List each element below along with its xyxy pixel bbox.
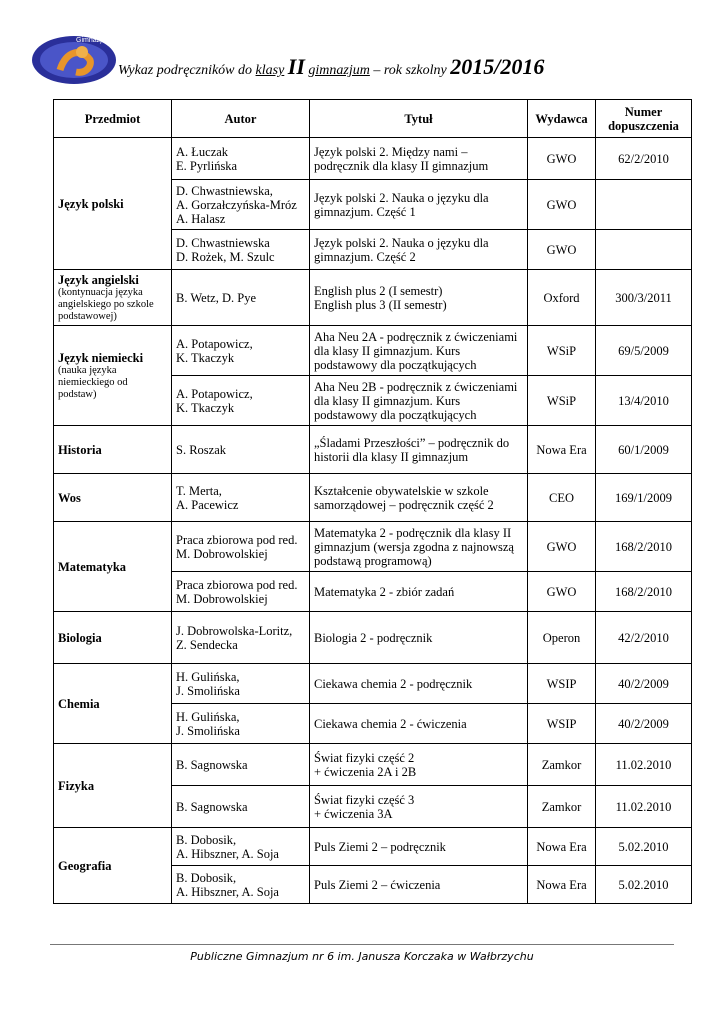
cell-title: Świat fizyki część 2 + ćwiczenia 2A i 2B [310,744,528,786]
cell-publisher: Operon [528,612,596,664]
cell-author: A. Potapowicz, K. Tkaczyk [172,376,310,426]
cell-publisher: WSIP [528,664,596,704]
school-logo [30,30,122,88]
cell-title: Biologia 2 - podręcznik [310,612,528,664]
cell-publisher: GWO [528,138,596,180]
cell-number: 5.02.2010 [596,828,692,866]
cell-publisher: WSIP [528,704,596,744]
cell-title: English plus 2 (I semestr) English plus 3 (II semestr) [310,270,528,326]
subject-name: Fizyka [58,778,95,793]
cell-subject [54,828,172,904]
header-title: Tytuł [310,100,528,138]
table-row [54,474,692,522]
cell-author: Praca zbiorowa pod red. M. Dobrowolskiej [172,522,310,572]
cell-publisher: GWO [528,572,596,612]
cell-subject [54,426,172,474]
cell-number: 13/4/2010 [596,376,692,426]
cell-number: 69/5/2009 [596,326,692,376]
cell-subject [54,522,172,612]
subject-name: Język angielski [58,272,139,287]
cell-subject [54,270,172,326]
cell-number: 40/2/2009 [596,704,692,744]
cell-title: Język polski 2. Nauka o języku dla gimnazjum. Część 2 [310,230,528,270]
cell-title: Aha Neu 2B - podręcznik z ćwiczeniami dla klasy II gimnazjum. Kurs podstawowy dla początkujących [310,376,528,426]
cell-publisher: GWO [528,230,596,270]
cell-number: 11.02.2010 [596,744,692,786]
header-number: Numer dopuszczenia [596,100,692,138]
cell-number: 5.02.2010 [596,866,692,904]
cell-author: J. Dobrowolska-Loritz, Z. Sendecka [172,612,310,664]
cell-title: Puls Ziemi 2 – podręcznik [310,828,528,866]
cell-author: S. Roszak [172,426,310,474]
header-publisher: Wydawca [528,100,596,138]
cell-publisher: Nowa Era [528,426,596,474]
cell-title: Ciekawa chemia 2 - podręcznik [310,664,528,704]
cell-author: B. Dobosik, A. Hibszner, A. Soja [172,866,310,904]
cell-title: Matematyka 2 - podręcznik dla klasy II gimnazjum (wersja zgodna z najnowszą podstawą programową) [310,522,528,572]
subject-name: Chemia [58,696,100,711]
cell-number [596,180,692,230]
subject-name: Wos [58,490,81,505]
cell-number: 169/1/2009 [596,474,692,522]
cell-publisher: Nowa Era [528,866,596,904]
table-row [54,326,692,376]
cell-title: Aha Neu 2A - podręcznik z ćwiczeniami dla klasy II gimnazjum. Kurs podstawowy dla początkujących [310,326,528,376]
cell-author: B. Wetz, D. Pye [172,270,310,326]
subject-name: Geografia [58,858,112,873]
cell-title: Język polski 2. Między nami – podręcznik dla klasy II gimnazjum [310,138,528,180]
cell-publisher: WSiP [528,326,596,376]
cell-subject [54,744,172,828]
cell-author: Praca zbiorowa pod red. M. Dobrowolskiej [172,572,310,612]
table-row [54,522,692,572]
cell-title: Kształcenie obywatelskie w szkole samorządowej – podręcznik część 2 [310,474,528,522]
cell-subject [54,474,172,522]
cell-publisher: GWO [528,522,596,572]
cell-author: H. Gulińska, J. Smolińska [172,704,310,744]
header-subject: Przedmiot [54,100,172,138]
cell-author: B. Sagnowska [172,744,310,786]
cell-publisher: GWO [528,180,596,230]
cell-author: A. Łuczak E. Pyrlińska [172,138,310,180]
cell-number [596,230,692,270]
cell-publisher: Zamkor [528,744,596,786]
cell-title: Język polski 2. Nauka o języku dla gimnazjum. Część 1 [310,180,528,230]
table-row [54,426,692,474]
page-title: Wykaz podręczników do klasy II gimnazjum – rok szkolny 2015/2016 [118,54,545,79]
cell-author: B. Sagnowska [172,786,310,828]
cell-subject [54,138,172,270]
cell-title: Świat fizyki część 3 + ćwiczenia 3A [310,786,528,828]
cell-publisher: WSiP [528,376,596,426]
cell-publisher: Zamkor [528,786,596,828]
subject-name: Biologia [58,630,102,645]
cell-author: T. Merta, A. Pacewicz [172,474,310,522]
table-row [54,612,692,664]
subject-note: (kontynuacja języka angielskiego po szkole podstawowej) [58,286,154,322]
cell-number: 300/3/2011 [596,270,692,326]
cell-title: „Śladami Przeszłości” – podręcznik do historii dla klasy II gimnazjum [310,426,528,474]
subject-name: Język niemiecki [58,350,144,365]
table-row [54,138,692,180]
cell-author: A. Potapowicz, K. Tkaczyk [172,326,310,376]
footer-text: Publiczne Gimnazjum nr 6 im. Janusza Korczaka w Wałbrzychu [190,950,534,963]
cell-number: 168/2/2010 [596,572,692,612]
subject-name: Historia [58,442,102,457]
cell-number: 40/2/2009 [596,664,692,704]
cell-author: B. Dobosik, A. Hibszner, A. Soja [172,828,310,866]
footer-divider [50,944,674,945]
cell-title: Ciekawa chemia 2 - ćwiczenia [310,704,528,744]
cell-number: 60/1/2009 [596,426,692,474]
subject-name: Język polski [58,196,124,211]
cell-number: 62/2/2010 [596,138,692,180]
table-row [54,664,692,704]
table-row [54,270,692,326]
cell-subject [54,326,172,426]
cell-publisher: Oxford [528,270,596,326]
cell-number: 42/2/2010 [596,612,692,664]
cell-number: 11.02.2010 [596,786,692,828]
cell-author: D. Chwastniewska, A. Gorzałczyńska-Mróz A. Halasz [172,180,310,230]
cell-author: D. Chwastniewska D. Rożek, M. Szulc [172,230,310,270]
cell-subject [54,612,172,664]
cell-title: Matematyka 2 - zbiór zadań [310,572,528,612]
cell-author: H. Gulińska, J. Smolińska [172,664,310,704]
subject-name: Matematyka [58,559,127,574]
cell-subject [54,664,172,744]
cell-title: Puls Ziemi 2 – ćwiczenia [310,866,528,904]
svg-text:Gimnazjum: Gimnazjum [76,37,112,44]
textbook-table [53,99,692,904]
subject-note: (nauka języka niemieckiego od podstaw) [58,364,128,400]
header-author: Autor [172,100,310,138]
cell-publisher: Nowa Era [528,828,596,866]
cell-publisher: CEO [528,474,596,522]
cell-number: 168/2/2010 [596,522,692,572]
table-row [54,744,692,786]
table-row [54,828,692,866]
